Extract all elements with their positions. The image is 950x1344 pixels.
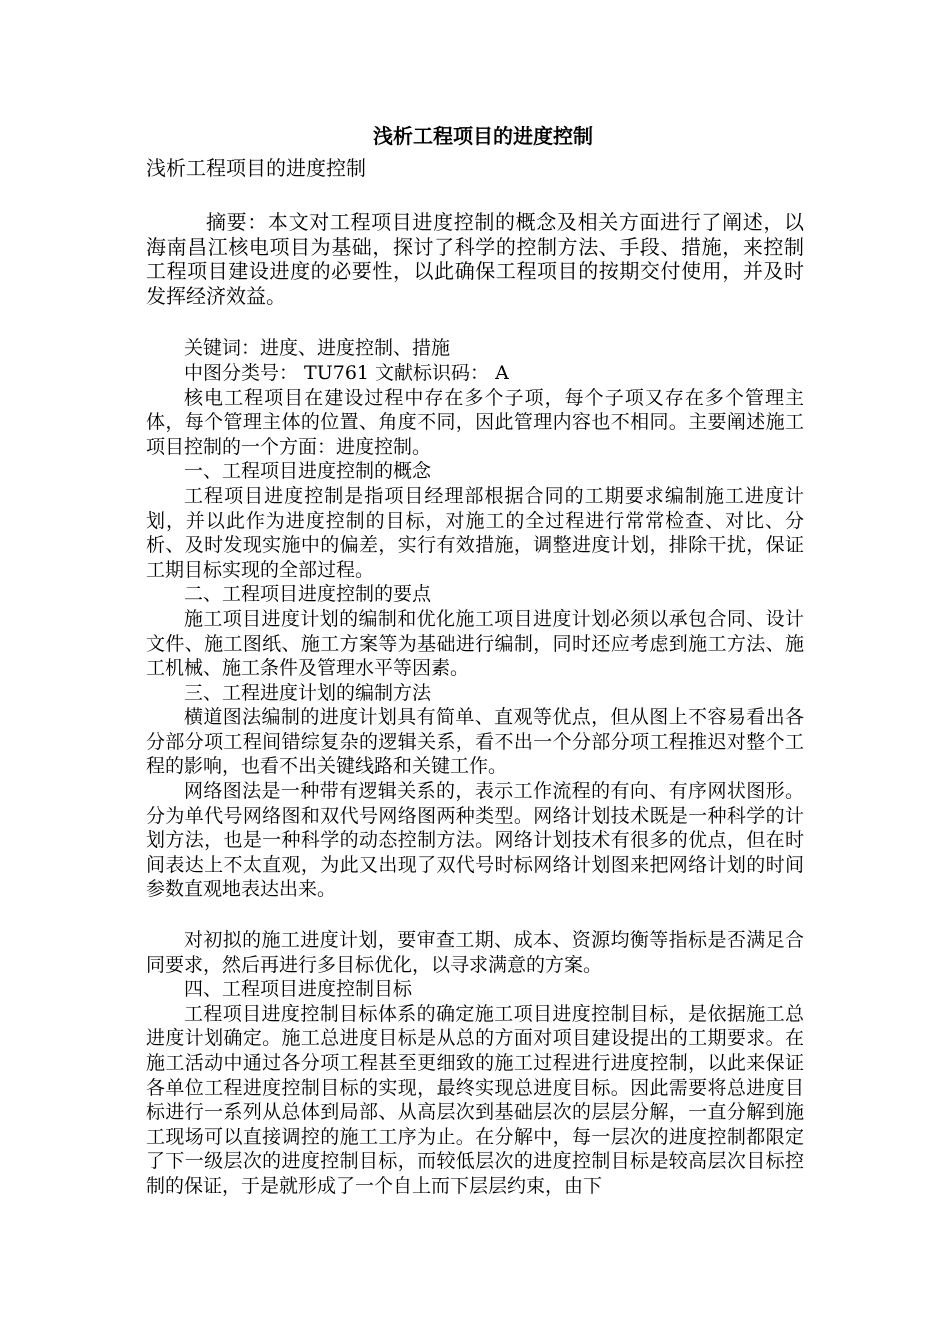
section-3-paragraph-1: 横道图法编制的进度计划具有简单、直观等优点，但从图上不容易看出各分部分项工程间错综复杂的逻辑关系，看不出一个分部分项工程推迟对整个工程的影响，也看不出关键线路和关键工作。 bbox=[146, 706, 804, 778]
section-1-paragraph: 工程项目进度控制是指项目经理部根据合同的工期要求编制施工进度计划，并以此作为进度控制的目标，对施工的全过程进行常常检查、对比、分析、及时发现实施中的偏差，实行有效措施，调整进度计划，排除干扰，保证工期目标实现的全部过程。 bbox=[146, 484, 804, 581]
document-body bbox=[146, 120, 804, 1199]
section-2-heading: 二、工程项目进度控制的要点 bbox=[184, 583, 432, 606]
section-1-heading: 一、工程项目进度控制的概念 bbox=[184, 460, 432, 483]
section-4-paragraph: 工程项目进度控制目标体系的确定施工项目进度控制目标，是依据施工总进度计划确定。施工总进度目标是从总的方面对项目建设提出的工期要求。在施工活动中通过各分项工程甚至更细致的施工过程进行进度控制，以此来保证各单位工程进度控制目标的实现，最终实现总进度目标。因此需要将总进度目标进行一系列从总体到局部、从高层次到基础层次的层层分解，一直分解到施工现场可以直接调控的施工工序为止。在分解中，每一层次的进度控制都限定了下一级层次的进度控制目标，而较低层次的进度控制目标是较高层次目标控制的保证，于是就形成了一个自上而下层层约束，由下 bbox=[146, 1002, 804, 1197]
classification-line: 中图分类号： TU761 文献标识码： A bbox=[184, 361, 509, 384]
blank-line bbox=[146, 184, 804, 210]
document-subtitle: 浅析工程项目的进度控制 bbox=[146, 156, 366, 180]
section-3-heading: 三、工程进度计划的编制方法 bbox=[184, 681, 432, 704]
blank-line bbox=[146, 308, 804, 336]
keywords-line: 关键词：进度、进度控制、措施 bbox=[184, 337, 451, 360]
section-4-heading: 四、工程项目进度控制目标 bbox=[184, 978, 413, 1001]
section-2-paragraph: 施工项目进度计划的编制和优化施工项目进度计划必须以承包合同、设计文件、施工图纸、施工方案等为基础进行编制，同时还应考虑到施工方法、施工机械、施工条件及管理水平等因素。 bbox=[146, 607, 804, 680]
blank-line bbox=[146, 902, 804, 928]
section-3-paragraph-3: 对初拟的施工进度计划，要审查工期、成本、资源均衡等指标是否满足合同要求，然后再进行多目标优化，以寻求满意的方案。 bbox=[146, 929, 804, 976]
abstract-paragraph: 摘要：本文对工程项目进度控制的概念及相关方面进行了阐述，以海南昌江核电项目为基础，探讨了科学的控制方法、手段、措施，来控制工程项目建设进度的必要性，以此确保工程项目的按期交付使用，并及时发挥经济效益。 bbox=[146, 210, 804, 308]
document-title: 浅析工程项目的进度控制 bbox=[373, 124, 593, 148]
section-3-paragraph-2: 网络图法是一种带有逻辑关系的，表示工作流程的有向、有序网状图形。分为单代号网络图和双代号网络图两种类型。网络计划技术既是一种科学的计划方法，也是一种科学的动态控制方法。网络计划技术有很多的优点，但在时间表达上不太直观，为此又出现了双代号时标网络计划图来把网络计划的时间参数直观地表达出来。 bbox=[146, 780, 804, 901]
intro-paragraph: 核电工程项目在建设过程中存在多个子项，每个子项又存在多个管理主体，每个管理主体的位置、角度不同，因此管理内容也不相同。主要阐述施工项目控制的一个方面：进度控制。 bbox=[146, 386, 804, 458]
